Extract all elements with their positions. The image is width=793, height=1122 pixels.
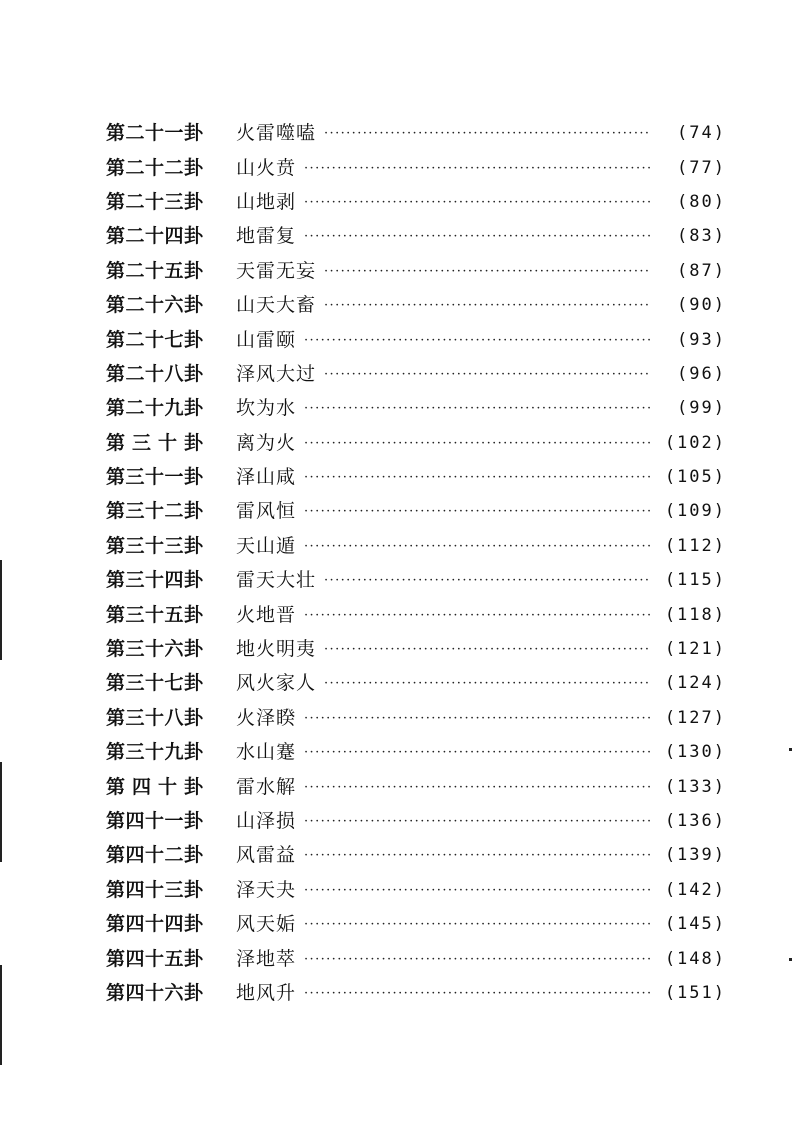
hexagram-number: 第二十九卦	[106, 397, 204, 420]
toc-entry[interactable]	[106, 185, 726, 219]
dot-leader	[324, 366, 650, 384]
hexagram-title: 地火明夷	[236, 638, 317, 661]
hexagram-title: 水山蹇	[236, 741, 297, 764]
scan-edge-mark	[0, 965, 2, 1065]
dot-leader	[304, 160, 650, 178]
toc-entry[interactable]	[106, 873, 726, 907]
dot-leader	[304, 744, 650, 762]
page-number: (124)	[664, 673, 726, 694]
hexagram-title: 泽地萃	[236, 947, 297, 970]
dot-leader	[304, 779, 650, 797]
dot-leader	[304, 503, 650, 521]
hexagram-title: 泽天夬	[236, 878, 297, 901]
hexagram-title: 雷天大壮	[236, 569, 317, 592]
table-of-contents	[106, 116, 726, 1010]
hexagram-number: 第二十八卦	[106, 362, 204, 385]
page-number: (105)	[664, 467, 726, 488]
toc-entry[interactable]	[106, 769, 726, 803]
hexagram-number: 第三十九卦	[106, 741, 204, 764]
hexagram-title: 天雷无妄	[236, 259, 317, 282]
page-number: (142)	[664, 879, 726, 900]
hexagram-title: 天山遁	[236, 534, 297, 557]
hexagram-number: 第三十一卦	[106, 466, 204, 489]
hexagram-number: 第三十八卦	[106, 706, 204, 729]
hexagram-title: 雷水解	[236, 775, 297, 798]
dot-leader	[304, 710, 650, 728]
dot-leader	[324, 297, 650, 315]
dot-leader	[304, 400, 650, 418]
dot-leader	[304, 607, 650, 625]
scan-edge-mark	[0, 762, 2, 862]
dot-leader	[304, 882, 650, 900]
toc-entry[interactable]	[106, 494, 726, 528]
hexagram-number: 第四十四卦	[106, 913, 204, 936]
toc-entry[interactable]	[106, 838, 726, 872]
hexagram-title: 山泽损	[236, 810, 297, 832]
hexagram-number: 第二十五卦	[106, 259, 204, 282]
dot-leader	[304, 985, 650, 1003]
page-number: (133)	[664, 776, 726, 797]
dot-leader	[304, 469, 650, 487]
page-number: (118)	[664, 604, 726, 625]
page-number: (148)	[664, 948, 726, 969]
hexagram-title: 山雷颐	[236, 328, 297, 351]
hexagram-title: 山天大畜	[236, 294, 317, 317]
toc-entry[interactable]	[106, 563, 726, 597]
toc-entry[interactable]	[106, 116, 726, 150]
page-number: (121)	[664, 639, 726, 660]
toc-entry[interactable]	[106, 701, 726, 735]
hexagram-number: 第二十三卦	[106, 190, 204, 213]
toc-entry[interactable]	[106, 666, 726, 700]
page-number: (109)	[664, 501, 726, 522]
hexagram-title: 坎为水	[236, 397, 297, 420]
hexagram-number: 第三十六卦	[106, 638, 204, 661]
dot-leader	[324, 125, 650, 143]
toc-entry[interactable]	[106, 976, 726, 1010]
dot-leader	[304, 194, 650, 212]
hexagram-number: 第四十三卦	[106, 878, 204, 901]
hexagram-number: 第四十二卦	[106, 844, 204, 867]
hexagram-title: 山地剥	[236, 190, 297, 213]
page-number: (83)	[677, 226, 726, 247]
dot-leader	[304, 813, 650, 831]
hexagram-title: 风火家人	[236, 672, 317, 695]
page-number: (80)	[677, 191, 726, 212]
hexagram-title: 火雷噬嗑	[236, 122, 317, 145]
dot-leader	[304, 228, 650, 246]
hexagram-number: 第二十六卦	[106, 294, 204, 317]
hexagram-title: 雷风恒	[236, 500, 297, 523]
page-number: (139)	[664, 845, 726, 866]
toc-entry[interactable]	[106, 219, 726, 253]
hexagram-number: 第三十三卦	[106, 534, 204, 557]
hexagram-title: 地风升	[236, 981, 297, 1004]
page-number: (102)	[664, 432, 726, 453]
hexagram-title: 火泽睽	[236, 706, 297, 729]
hexagram-number: 第三十卦	[106, 431, 211, 454]
toc-entry[interactable]	[106, 735, 726, 769]
scan-edge-mark	[789, 958, 792, 961]
page-number: (145)	[664, 914, 726, 935]
hexagram-title: 风雷益	[236, 844, 297, 867]
dot-leader	[324, 641, 650, 659]
scan-edge-mark	[0, 560, 2, 660]
hexagram-title: 山火贲	[236, 156, 297, 179]
hexagram-title: 泽山咸	[236, 466, 297, 489]
hexagram-number: 第二十一卦	[106, 122, 204, 145]
page-number: (136)	[664, 811, 726, 831]
dot-leader	[324, 263, 650, 281]
page-number: (96)	[677, 363, 726, 384]
hexagram-number: 第二十四卦	[106, 225, 204, 248]
dot-leader	[304, 916, 650, 934]
dot-leader	[304, 435, 650, 453]
toc-entry[interactable]	[106, 907, 726, 941]
hexagram-number: 第三十四卦	[106, 569, 204, 592]
toc-entry[interactable]	[106, 322, 726, 356]
toc-entry[interactable]	[106, 254, 726, 288]
page-number: (93)	[677, 329, 726, 350]
dot-leader	[304, 951, 650, 969]
page-number: (115)	[664, 570, 726, 591]
page-number: (112)	[664, 535, 726, 556]
dot-leader	[324, 675, 650, 693]
page-number: (77)	[677, 157, 726, 178]
hexagram-number: 第二十七卦	[106, 328, 204, 351]
dot-leader	[324, 572, 650, 590]
toc-entry[interactable]	[106, 529, 726, 563]
scan-edge-mark	[789, 748, 792, 751]
toc-entry[interactable]	[106, 460, 726, 494]
hexagram-title: 火地晋	[236, 603, 297, 626]
page-number: (74)	[677, 123, 726, 144]
dot-leader	[304, 332, 650, 350]
toc-entry[interactable]	[106, 597, 726, 631]
hexagram-number: 第三十二卦	[106, 500, 204, 523]
dot-leader	[304, 538, 650, 556]
toc-entry[interactable]	[106, 150, 726, 184]
hexagram-title: 泽风大过	[236, 362, 317, 385]
page-number: (99)	[677, 398, 726, 419]
toc-entry[interactable]	[106, 804, 726, 838]
hexagram-number: 第二十二卦	[106, 156, 204, 179]
hexagram-number: 第四十五卦	[106, 947, 204, 970]
hexagram-number: 第三十五卦	[106, 603, 204, 626]
toc-entry[interactable]	[106, 426, 726, 460]
hexagram-title: 离为火	[236, 431, 297, 454]
page-number: (90)	[677, 295, 726, 316]
toc-entry[interactable]	[106, 391, 726, 425]
page-number: (87)	[677, 260, 726, 281]
toc-entry[interactable]	[106, 632, 726, 666]
hexagram-number: 第三十七卦	[106, 672, 204, 695]
toc-entry[interactable]	[106, 941, 726, 975]
toc-entry[interactable]	[106, 357, 726, 391]
hexagram-number: 第四十六卦	[106, 981, 204, 1004]
hexagram-title: 地雷复	[236, 225, 297, 248]
dot-leader	[304, 847, 650, 865]
hexagram-number: 第四十一卦	[106, 810, 204, 832]
toc-entry[interactable]	[106, 288, 726, 322]
hexagram-number: 第四十卦	[106, 775, 211, 798]
page-number: (127)	[664, 707, 726, 728]
page-number: (130)	[664, 742, 726, 763]
hexagram-title: 风天姤	[236, 913, 297, 936]
page-number: (151)	[664, 982, 726, 1003]
